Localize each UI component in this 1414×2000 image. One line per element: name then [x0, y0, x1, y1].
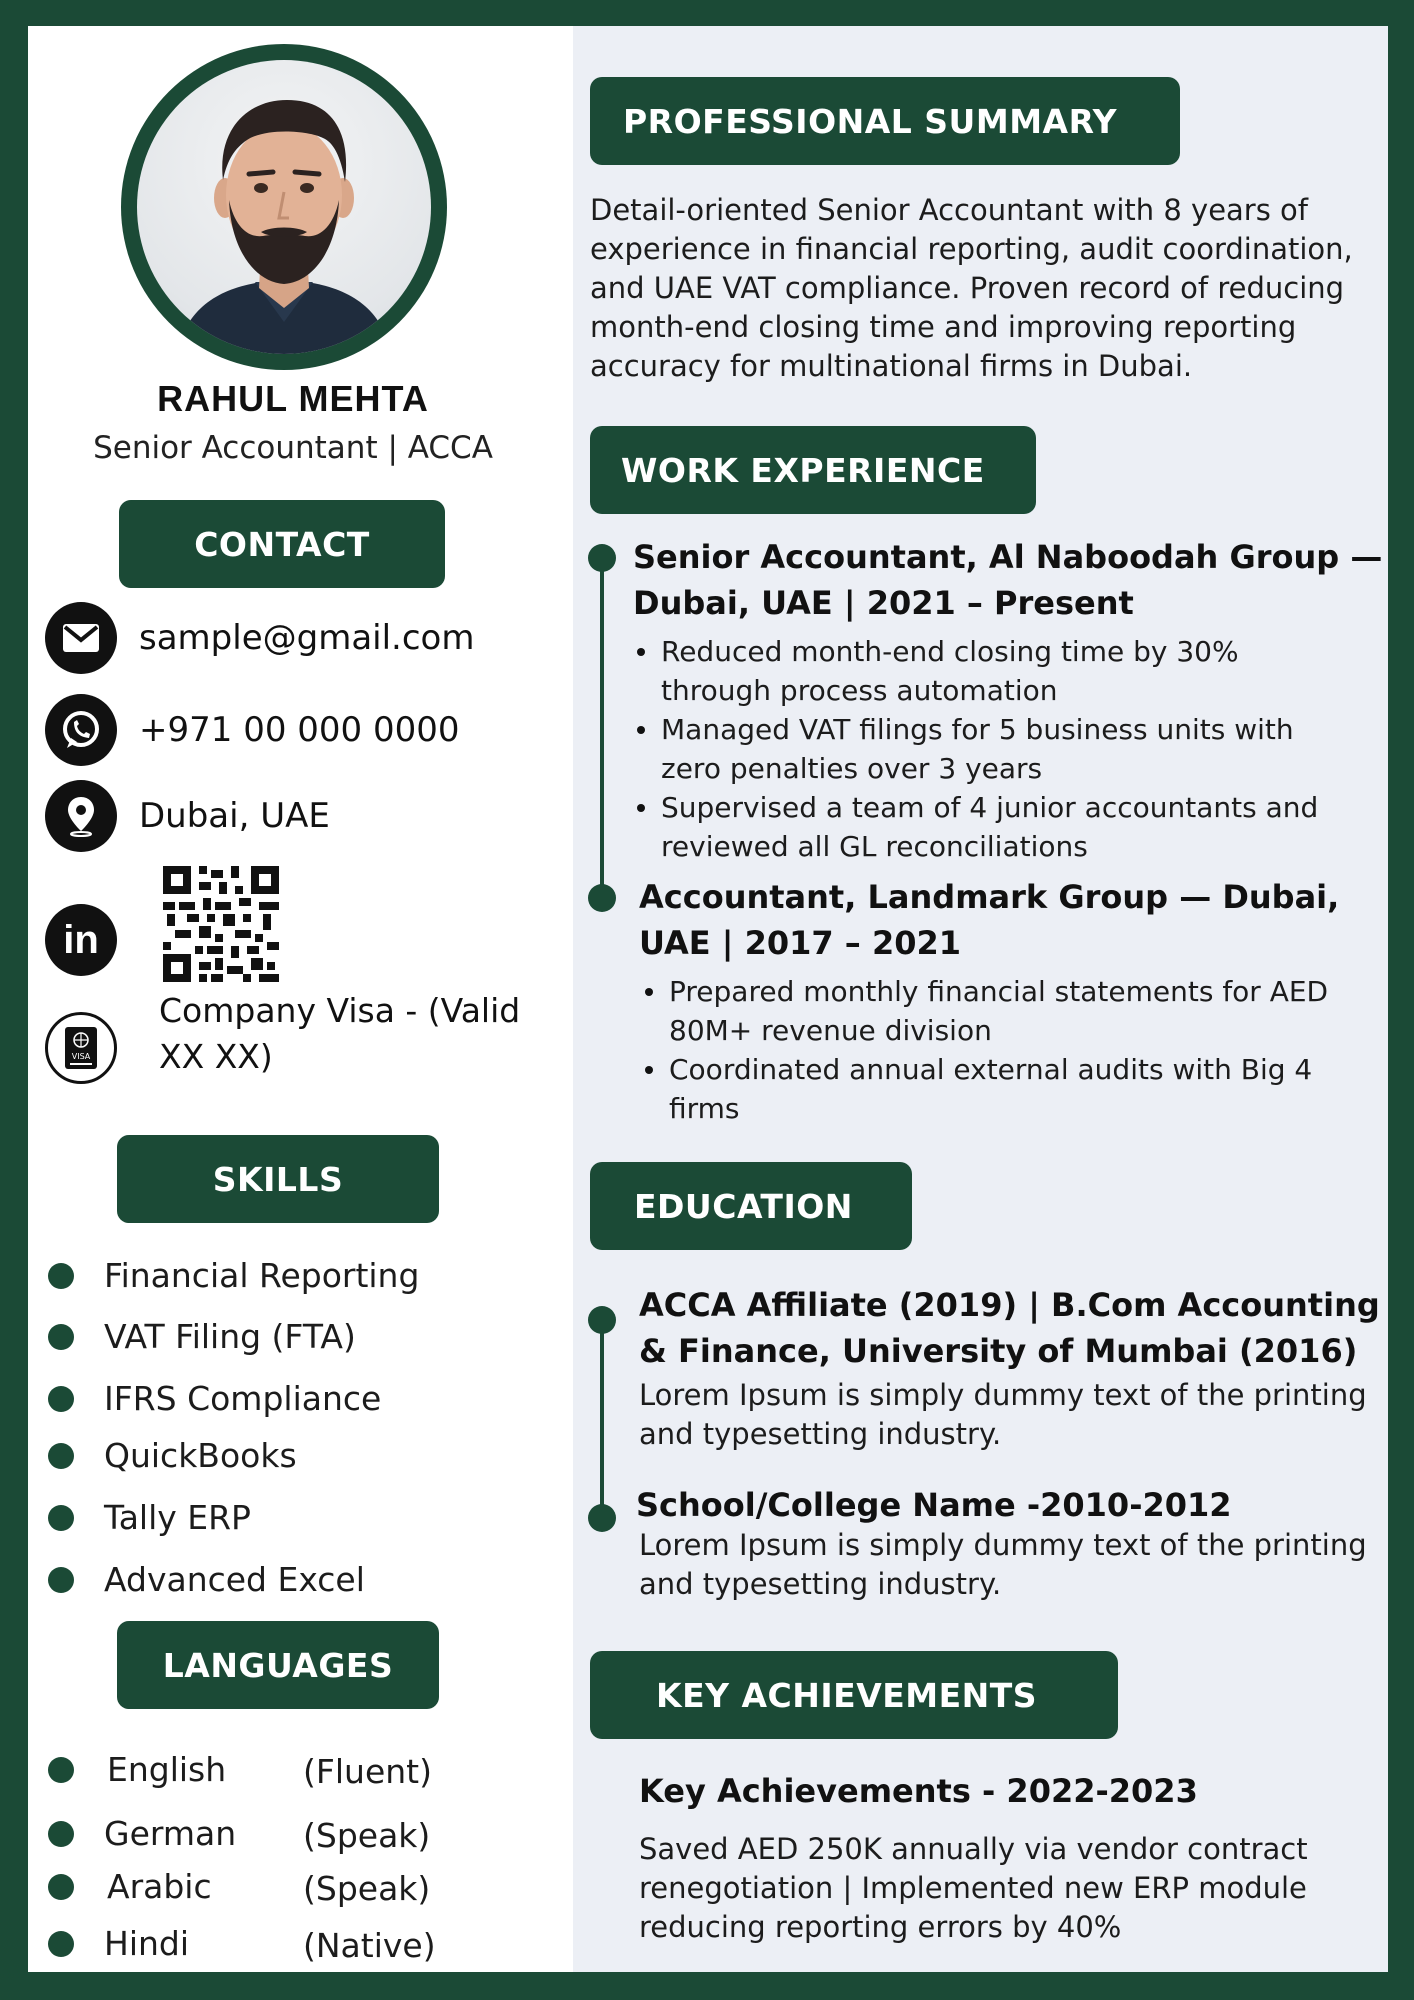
achievements-title: Key Achievements - 2022-2023 [639, 1772, 1198, 1810]
contact-email-row [45, 602, 474, 674]
timeline-dot-icon [588, 544, 616, 572]
achievements-heading: KEY ACHIEVEMENTS [590, 1651, 1118, 1739]
visa-icon-label: VISA [71, 1052, 91, 1061]
profile-photo-frame [121, 44, 447, 370]
contact-heading: CONTACT [119, 500, 445, 588]
bullet-dot-icon [48, 1324, 74, 1350]
bullet-dot-icon [48, 1263, 74, 1289]
skill-label: IFRS Compliance [104, 1379, 382, 1418]
summary-text [590, 191, 1380, 386]
list-item [48, 1867, 212, 1906]
list-item [48, 1924, 189, 1963]
experience-heading: WORK EXPERIENCE [590, 426, 1036, 514]
bullet-line: firms [669, 1092, 740, 1125]
resume-sheet [28, 26, 1388, 1972]
achievements-line: reducing reporting errors by 40% [639, 1910, 1122, 1944]
job-title-line: Accountant, Landmark Group — Dubai, [639, 878, 1340, 916]
list-item [641, 972, 1401, 1050]
bullet-line: reviewed all GL reconciliations [661, 830, 1088, 863]
bullet-line: Reduced month-end closing time by 30% [661, 635, 1239, 668]
list-item [633, 632, 1393, 710]
envelope-icon [45, 602, 117, 674]
contact-visa-row [45, 1012, 117, 1084]
bullet-dot-icon [48, 1386, 74, 1412]
achievements-text [639, 1830, 1409, 1947]
summary-heading: PROFESSIONAL SUMMARY [590, 77, 1180, 165]
whatsapp-icon [45, 694, 117, 766]
education-title [636, 1482, 1406, 1528]
language-name: Arabic [107, 1867, 212, 1906]
visa-status-line: XX XX) [159, 1037, 273, 1076]
education-heading: EDUCATION [590, 1162, 912, 1250]
language-name: German [104, 1814, 237, 1853]
location-pin-icon [45, 780, 117, 852]
candidate-title: Senior Accountant | ACCA [93, 430, 493, 466]
language-level: (Fluent) [303, 1752, 432, 1791]
bullet-dot-icon [48, 1874, 74, 1900]
skills-heading: SKILLS [117, 1135, 439, 1223]
education-timeline-line [600, 1308, 604, 1528]
visa-status-line: Company Visa - (Valid [159, 991, 521, 1030]
bullet-dot-icon [48, 1757, 74, 1783]
linkedin-qr-code[interactable] [163, 866, 279, 982]
bullet-dot-icon [48, 1567, 74, 1593]
job-title [633, 534, 1393, 626]
language-name: English [107, 1750, 227, 1789]
list-item [633, 710, 1393, 788]
education-desc [639, 1376, 1409, 1454]
list-item [48, 1498, 251, 1537]
contact-email[interactable]: sample@gmail.com [139, 618, 475, 658]
contact-location-row [45, 780, 330, 852]
language-level: (Speak) [303, 1816, 431, 1855]
job-title-line: UAE | 2017 – 2021 [639, 924, 961, 962]
right-column [573, 26, 1388, 1972]
language-level: (Speak) [303, 1869, 431, 1908]
job-bullets [633, 632, 1393, 866]
timeline-dot-icon [588, 1306, 616, 1334]
left-column [28, 26, 573, 1972]
achievements-line: renegotiation | Implemented new ERP module [639, 1871, 1307, 1905]
education-desc-line: and typesetting industry. [639, 1417, 1002, 1451]
education-title-line: ACCA Affiliate (2019) | B.Com Accounting [639, 1286, 1380, 1324]
list-item [48, 1814, 236, 1853]
job-title [639, 874, 1399, 966]
list-item [48, 1560, 365, 1599]
summary-line: accuracy for multinational firms in Dubai. [590, 349, 1193, 383]
summary-line: Detail-oriented Senior Accountant with 8 years of [590, 193, 1309, 227]
candidate-name: RAHUL MEHTA [157, 378, 429, 419]
list-item [48, 1379, 381, 1418]
bullet-dot-icon [48, 1931, 74, 1957]
language-level: (Native) [303, 1926, 436, 1965]
skill-label: Financial Reporting [104, 1256, 420, 1295]
bullet-line: 80M+ revenue division [669, 1014, 992, 1047]
timeline-dot-icon [588, 884, 616, 912]
contact-phone-row [45, 694, 460, 766]
education-title-line: School/College Name -2010-2012 [636, 1486, 1232, 1524]
summary-line: and UAE VAT compliance. Proven record of reducing [590, 271, 1345, 305]
skill-label: Advanced Excel [104, 1560, 365, 1599]
timeline-dot-icon [588, 1504, 616, 1532]
bullet-line: zero penalties over 3 years [661, 752, 1043, 785]
achievements-line: Saved AED 250K annually via vendor contract [639, 1832, 1308, 1866]
education-title-line: & Finance, University of Mumbai (2016) [639, 1332, 1358, 1370]
education-desc-line: Lorem Ipsum is simply dummy text of the printing [639, 1528, 1367, 1562]
contact-location: Dubai, UAE [139, 796, 330, 836]
education-desc-line: Lorem Ipsum is simply dummy text of the printing [639, 1378, 1367, 1412]
linkedin-icon-label: in [63, 917, 99, 962]
profile-photo [137, 60, 431, 354]
list-item [48, 1256, 419, 1295]
bullet-dot-icon [48, 1505, 74, 1531]
contact-phone[interactable]: +971 00 000 0000 [139, 710, 460, 750]
linkedin-icon[interactable] [45, 904, 117, 976]
summary-line: experience in financial reporting, audit coordination, [590, 232, 1353, 266]
education-title [639, 1282, 1409, 1374]
education-desc-line: and typesetting industry. [639, 1567, 1002, 1601]
education-desc [639, 1526, 1409, 1604]
skill-label: VAT Filing (FTA) [104, 1317, 356, 1356]
visa-icon [45, 1012, 117, 1084]
list-item [48, 1436, 297, 1475]
list-item [48, 1750, 226, 1789]
list-item [48, 1317, 356, 1356]
bullet-line: Managed VAT filings for 5 business units with [661, 713, 1294, 746]
job-title-line: Dubai, UAE | 2021 – Present [633, 584, 1134, 622]
skill-label: Tally ERP [104, 1498, 251, 1537]
bullet-line: Coordinated annual external audits with Big 4 [669, 1053, 1313, 1086]
job-bullets [641, 972, 1401, 1128]
list-item [641, 1050, 1401, 1128]
skill-label: QuickBooks [104, 1436, 297, 1475]
language-name: Hindi [104, 1924, 190, 1963]
job-title-line: Senior Accountant, Al Naboodah Group — [633, 538, 1383, 576]
bullet-dot-icon [48, 1443, 74, 1469]
visa-status [159, 988, 559, 1080]
summary-line: month-end closing time and improving reporting [590, 310, 1297, 344]
bullet-line: Supervised a team of 4 junior accountants and [661, 791, 1319, 824]
person-portrait-icon [137, 60, 431, 354]
bullet-dot-icon [48, 1821, 74, 1847]
list-item [633, 788, 1393, 866]
bullet-line: through process automation [661, 674, 1058, 707]
bullet-line: Prepared monthly financial statements for AED [669, 975, 1329, 1008]
languages-heading: LANGUAGES [117, 1621, 439, 1709]
experience-timeline-line [600, 556, 604, 896]
contact-linkedin-row [45, 904, 117, 976]
